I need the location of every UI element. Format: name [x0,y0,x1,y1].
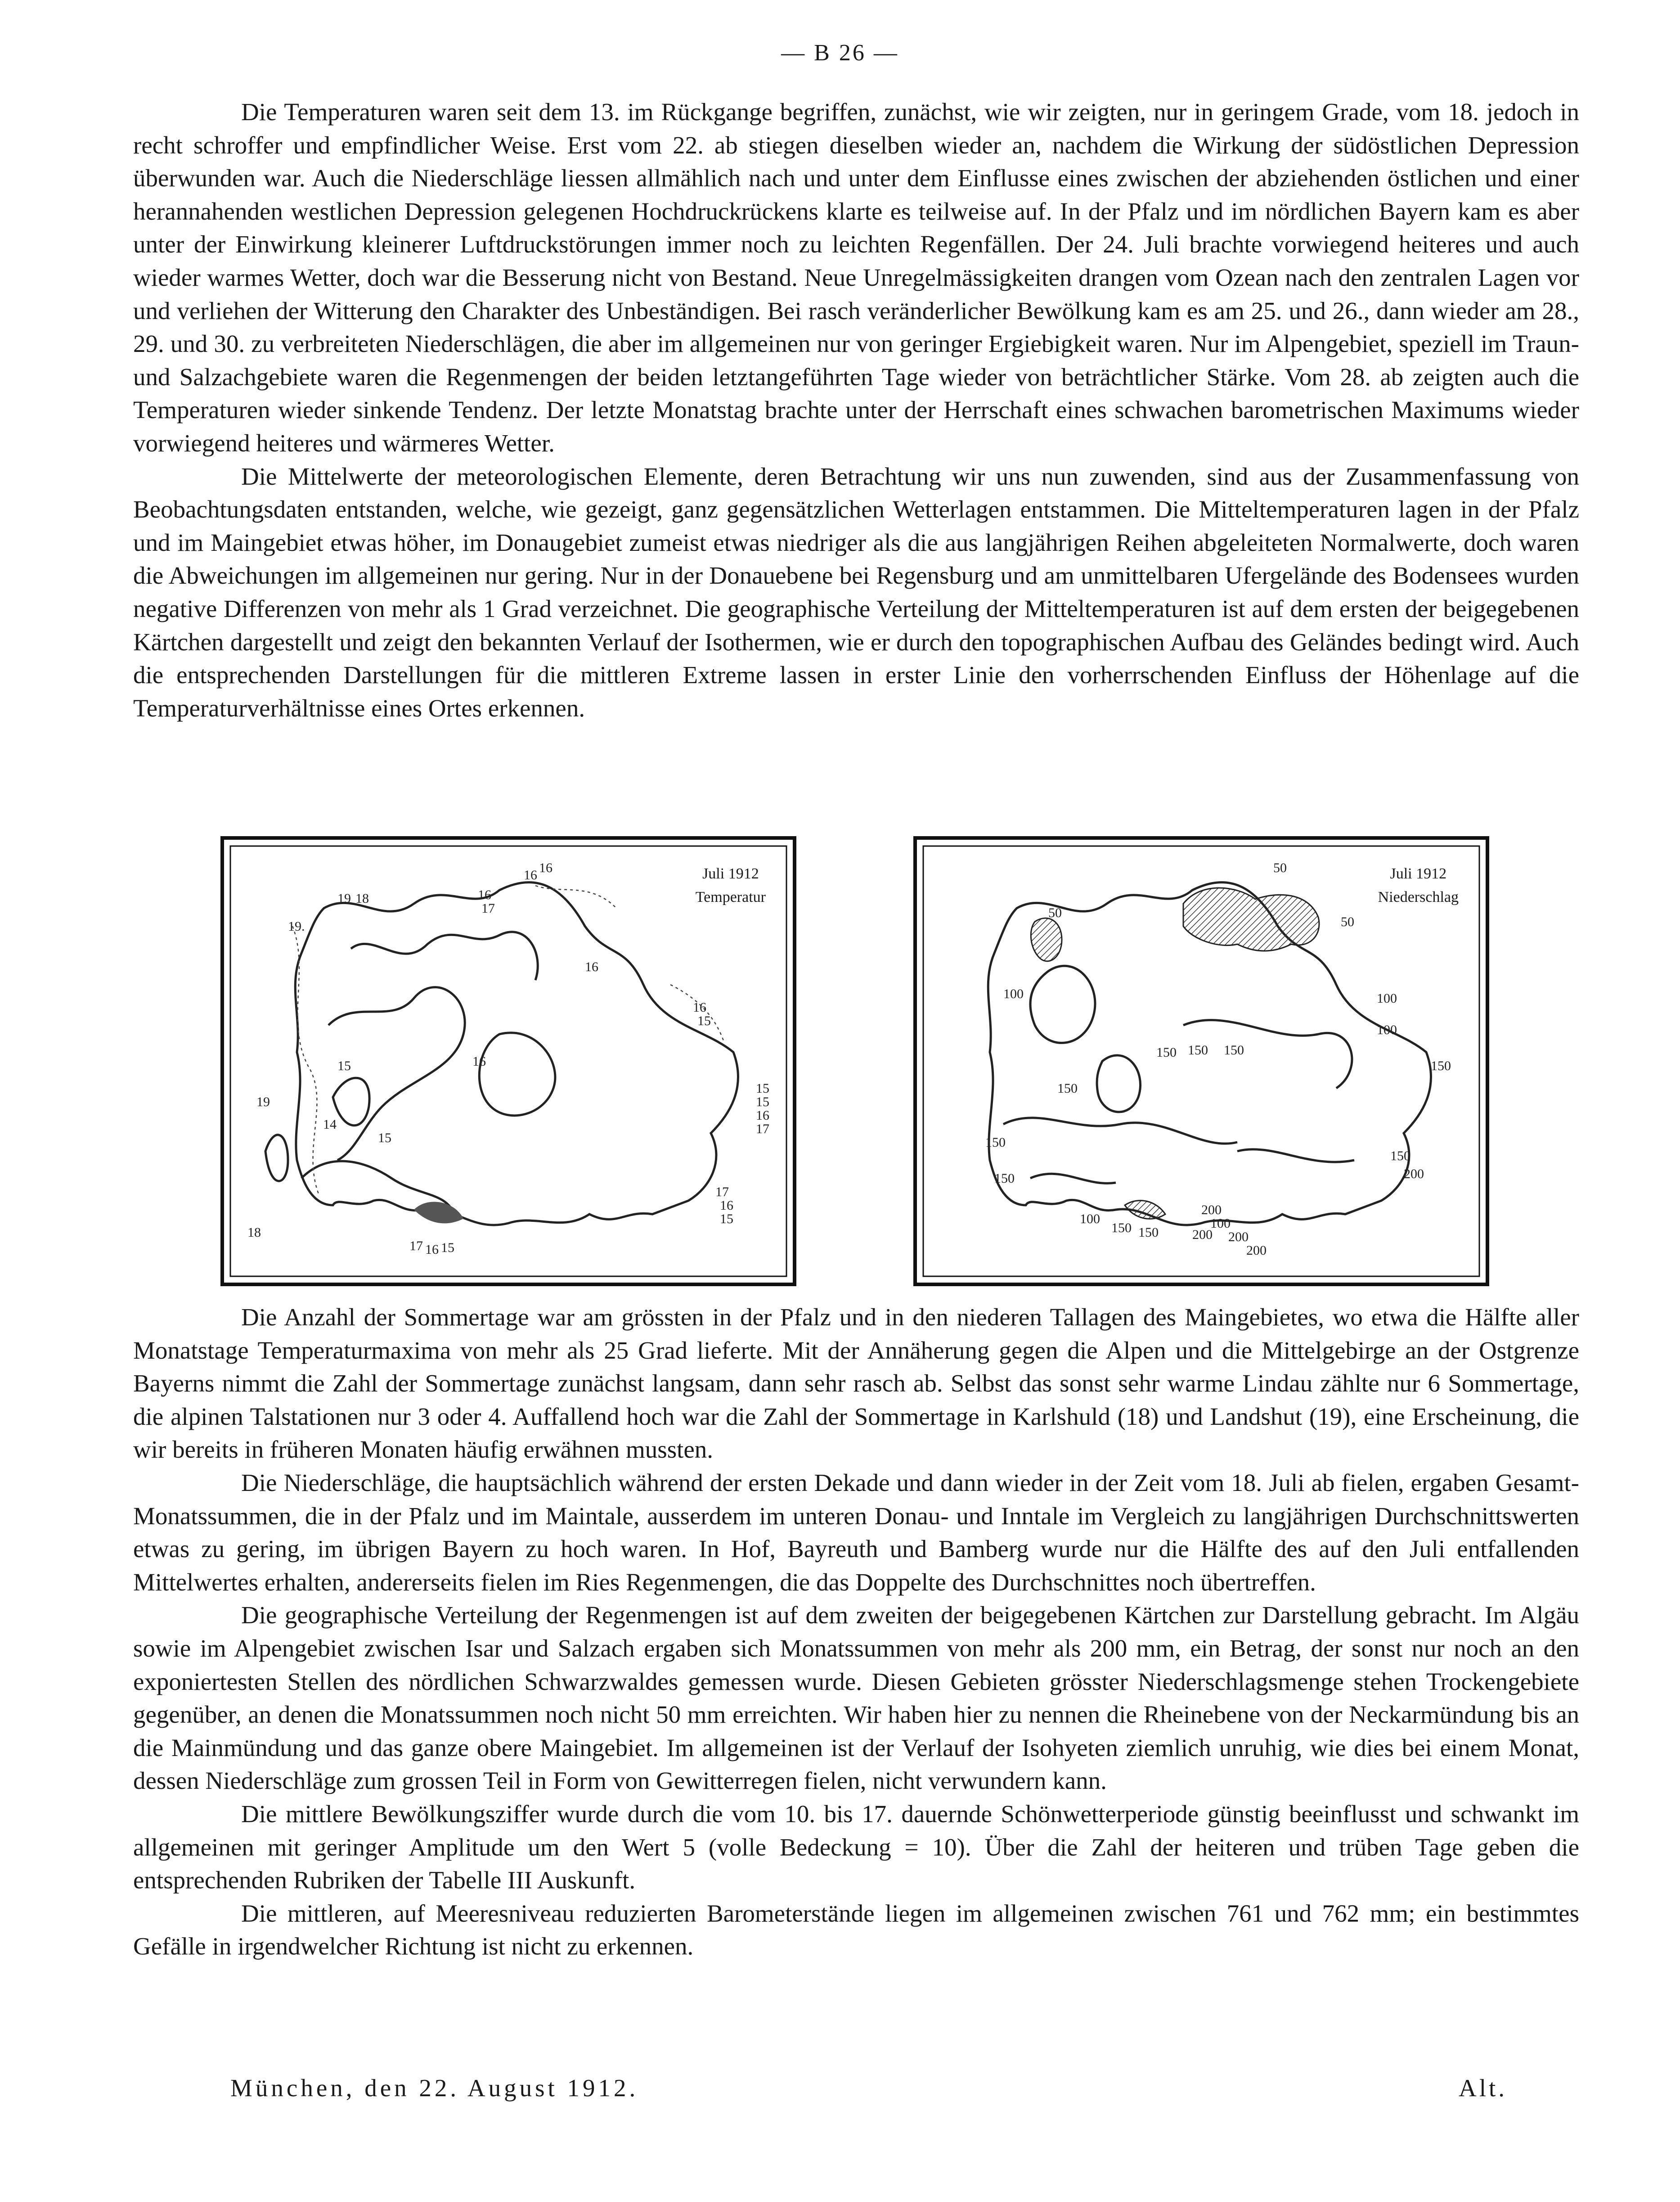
svg-text:15: 15 [378,1130,391,1145]
svg-text:100: 100 [1377,1022,1397,1037]
svg-text:50: 50 [1048,905,1062,920]
svg-text:19: 19 [256,1094,270,1109]
precipitation-map-title [1378,862,1459,909]
svg-text:150: 150 [1138,1225,1159,1240]
map-title-element: Niederschlag [1378,889,1459,905]
svg-text:200: 200 [1201,1202,1222,1217]
svg-text:17: 17 [715,1184,729,1199]
svg-text:150: 150 [1188,1043,1208,1058]
svg-text:15: 15 [337,1058,351,1073]
svg-text:17: 17 [409,1238,423,1253]
map-title-month: Juli 1912 [702,865,759,882]
svg-text:15: 15 [441,1240,454,1255]
svg-text:18: 18 [247,1225,261,1240]
svg-text:17: 17 [481,901,495,916]
svg-text:19.: 19. [288,919,305,934]
paragraph: Die geographische Verteilung der Regenmengen ist auf dem zweiten der beigegebenen Kärtchen zur Darstellung gebracht. Im Algäu sowie im Alpengebiet zwischen Isar und Salzach ergaben sich Monatssummen von mehr als 200 mm, ein Betrag, der sonst nur noch an den exponiertesten Stellen des nördlichen Schwarzwaldes gemessen wurde. Diesen Gebieten grösster Niederschlagsmenge stehen Trockengebiete gegenüber, an denen die Monatssummen noch nicht 50 mm erreichten. Wir haben hier zu nennen die Rheinebene von der Neckarmündung bis an die Mainmündung und das ganze obere Maingebiet. Im allgemeinen ist der Verlauf der Isohyeten ziemlich unruhig, wie dies bei einem Monat, dessen Niederschläge zum grossen Teil in Form von Gewitterregen fielen, nicht verwundern kann. [133,1601,1579,1795]
svg-text:50: 50 [1341,914,1354,929]
temperature-map [220,836,796,1286]
svg-text:150: 150 [1111,1220,1132,1235]
svg-text:15: 15 [720,1211,733,1226]
svg-text:150: 150 [1156,1045,1177,1060]
svg-text:15: 15 [756,1094,769,1109]
svg-text:200: 200 [1192,1227,1213,1242]
svg-text:15: 15 [756,1081,769,1096]
paragraph: Die Mittelwerte der meteorologischen Elemente, deren Betrachtung wir uns nun zuwenden, sind aus der Zusammenfassung von Beobachtungsdaten entstanden, welche, wie gezeigt, ganz gegensätzlichen Wetterlagen entstammen. Die Mitteltemperaturen lagen in der Pfalz und im Maingebiet etwas höher, im Donaugebiet zumeist etwas niedriger als die aus langjährigen Reihen abgeleiteten Normalwerte, doch waren die Abweichungen im allgemeinen nur gering. Nur in der Donauebene bei Regensburg und am unmittelbaren Ufergelände des Bodensees wurden negative Differenzen von mehr als 1 Grad verzeichnet. Die geographische Verteilung der Mitteltemperaturen ist auf dem ersten der beigegebenen Kärtchen dargestellt und zeigt den bekannten Verlauf der Isothermen, wie er durch den topographischen Aufbau des Geländes bedingt wird. Auch die entsprechenden Darstellungen für die mittleren Extreme lassen in erster Linie den vorherrschenden Einfluss der Höhenlage auf die Temperaturverhältnisse eines Ortes erkennen. [133,462,1579,722]
svg-text:100: 100 [1080,1211,1100,1226]
svg-text:50: 50 [1273,860,1287,875]
svg-text:100: 100 [1210,1216,1231,1231]
svg-text:17: 17 [756,1121,769,1136]
text-block-top [133,95,1579,725]
svg-text:16: 16 [756,1108,769,1123]
svg-text:200: 200 [1246,1243,1267,1258]
svg-text:16: 16 [585,959,598,974]
svg-text:150: 150 [1390,1148,1410,1163]
svg-text:16: 16 [425,1242,439,1257]
temperature-map-labels [247,860,769,1257]
svg-text:16: 16 [524,868,537,883]
page-header: — B 26 — [781,40,899,66]
svg-text:150: 150 [1224,1043,1244,1058]
svg-text:150: 150 [1431,1058,1451,1073]
precipitation-map [913,836,1489,1286]
svg-text:16: 16 [720,1198,733,1213]
svg-text:150: 150 [1057,1081,1078,1096]
paragraph: Die Anzahl der Sommertage war am grössten in der Pfalz und in den niederen Tallagen des Maingebietes, wo etwa die Hälfte aller Monatstage Temperaturmaxima von mehr als 25 Grad lieferte. Mit der Annäherung gegen die Alpen und die Mittelgebirge an der Ostgrenze Bayerns nimmt die Zahl der Sommertage zunächst langsam, dann sehr rasch ab. Selbst das sonst sehr warme Lindau zählte nur 6 Sommertage, die alpinen Talstationen nur 3 oder 4. Auffallend hoch war die Zahl der Sommertage in Karlshuld (18) und Landshut (19), eine Erscheinung, die wir bereits in früheren Monaten häufig erwähnen mussten. [133,1303,1579,1463]
svg-text:200: 200 [1404,1166,1424,1181]
paragraph: Die Niederschläge, die hauptsächlich während der ersten Dekade und dann wieder in der Zeit vom 18. Juli ab fielen, ergaben Gesamt-Monatssummen, die in der Pfalz und im Maintale, ausserdem im unteren Donau- und Inntale im Vergleich zu langjährigen Durchschnittswerten etwas zu gering, im übrigen Bayern zu hoch waren. In Hof, Bayreuth und Bamberg wurde nur die Hälfte des auf den Juli entfallenden Mittelwertes erhalten, andererseits fielen im Ries Regenmengen, die das Doppelte des Durchschnittes noch übertreffen. [133,1468,1579,1596]
svg-text:15: 15 [697,1013,711,1028]
map-title-element: Temperatur [695,889,766,905]
paragraph: Die mittleren, auf Meeresniveau reduzierten Barometerstände liegen im allgemeinen zwischen 761 und 762 mm; ein bestimmtes Gefälle in irgendwelcher Richtung ist nicht zu erkennen. [133,1899,1579,1960]
paragraph: Die Temperaturen waren seit dem 13. im Rückgange begriffen, zunächst, wie wir zeigten, nur in geringem Grade, vom 18. jedoch in recht schroffer und empfindlicher Weise. Erst vom 22. ab stiegen dieselben wieder an, nachdem die Wirkung der südöstlichen Depression überwunden war. Auch die Niederschläge liessen allmählich nach und unter dem Einflusse eines zwischen der abziehenden östlichen und einer herannahenden westlichen Depression gelegenen Hochdruckrückens klarte es teilweise auf. In der Pfalz und im nördlichen Bayern kam es aber unter der Einwirkung kleinerer Luftdruckstörungen immer noch zu leichten Regenfällen. Der 24. Juli brachte vorwiegend heiteres und auch wieder warmes Wetter, doch war die Besserung nicht von Bestand. Neue Unregelmässigkeiten drangen vom Ozean nach den zentralen Lagen vor und verliehen der Witterung den Charakter des Unbeständigen. Bei rasch veränderlicher Bewölkung kam es am 25. und 26., dann wieder am 28., 29. und 30. zu verbreiteten Niederschlägen, die aber im allgemeinen nur von geringer Ergiebigkeit waren. Nur im Alpengebiet, speziell im Traun- und Salzachgebiete waren die Regenmengen der beiden letztangeführten Tage wieder von beträchtlicher Stärke. Vom 28. ab zeigten auch die Temperaturen wieder sinkende Tendenz. Der letzte Monatstag brachte unter der Herrschaft eines schwachen barometrischen Maximums wieder vorwiegend heiteres und wärmeres Wetter. [133,98,1579,457]
text-block-bottom [133,1301,1579,1963]
place-date: München, den 22. August 1912. [230,2074,639,2102]
paragraph: Die mittlere Bewölkungsziffer wurde durch die vom 10. bis 17. dauernde Schönwetterperiode günstig beeinflusst und schwankt im allgemeinen mit geringer Amplitude um den Wert 5 (volle Bedeckung = 10). Über die Zahl der heiteren und trüben Tage geben die entsprechenden Rubriken der Tabelle III Auskunft. [133,1800,1579,1894]
map-figures [0,836,1680,1286]
svg-text:18: 18 [355,891,369,906]
svg-text:16: 16 [693,1000,706,1015]
svg-text:100: 100 [1377,991,1397,1006]
svg-text:150: 150 [985,1135,1006,1150]
svg-text:100: 100 [1003,986,1024,1001]
svg-text:200: 200 [1228,1229,1249,1244]
temperature-map-title [696,862,766,909]
svg-text:14: 14 [323,1117,337,1132]
author: Alt. [1458,2074,1507,2102]
signoff [230,2074,1507,2102]
map-title-month: Juli 1912 [1390,865,1447,882]
svg-text:150: 150 [994,1171,1015,1186]
svg-text:16: 16 [478,887,491,902]
svg-text:16: 16 [539,860,553,875]
svg-text:19: 19 [337,891,351,906]
svg-text:16: 16 [472,1054,486,1069]
